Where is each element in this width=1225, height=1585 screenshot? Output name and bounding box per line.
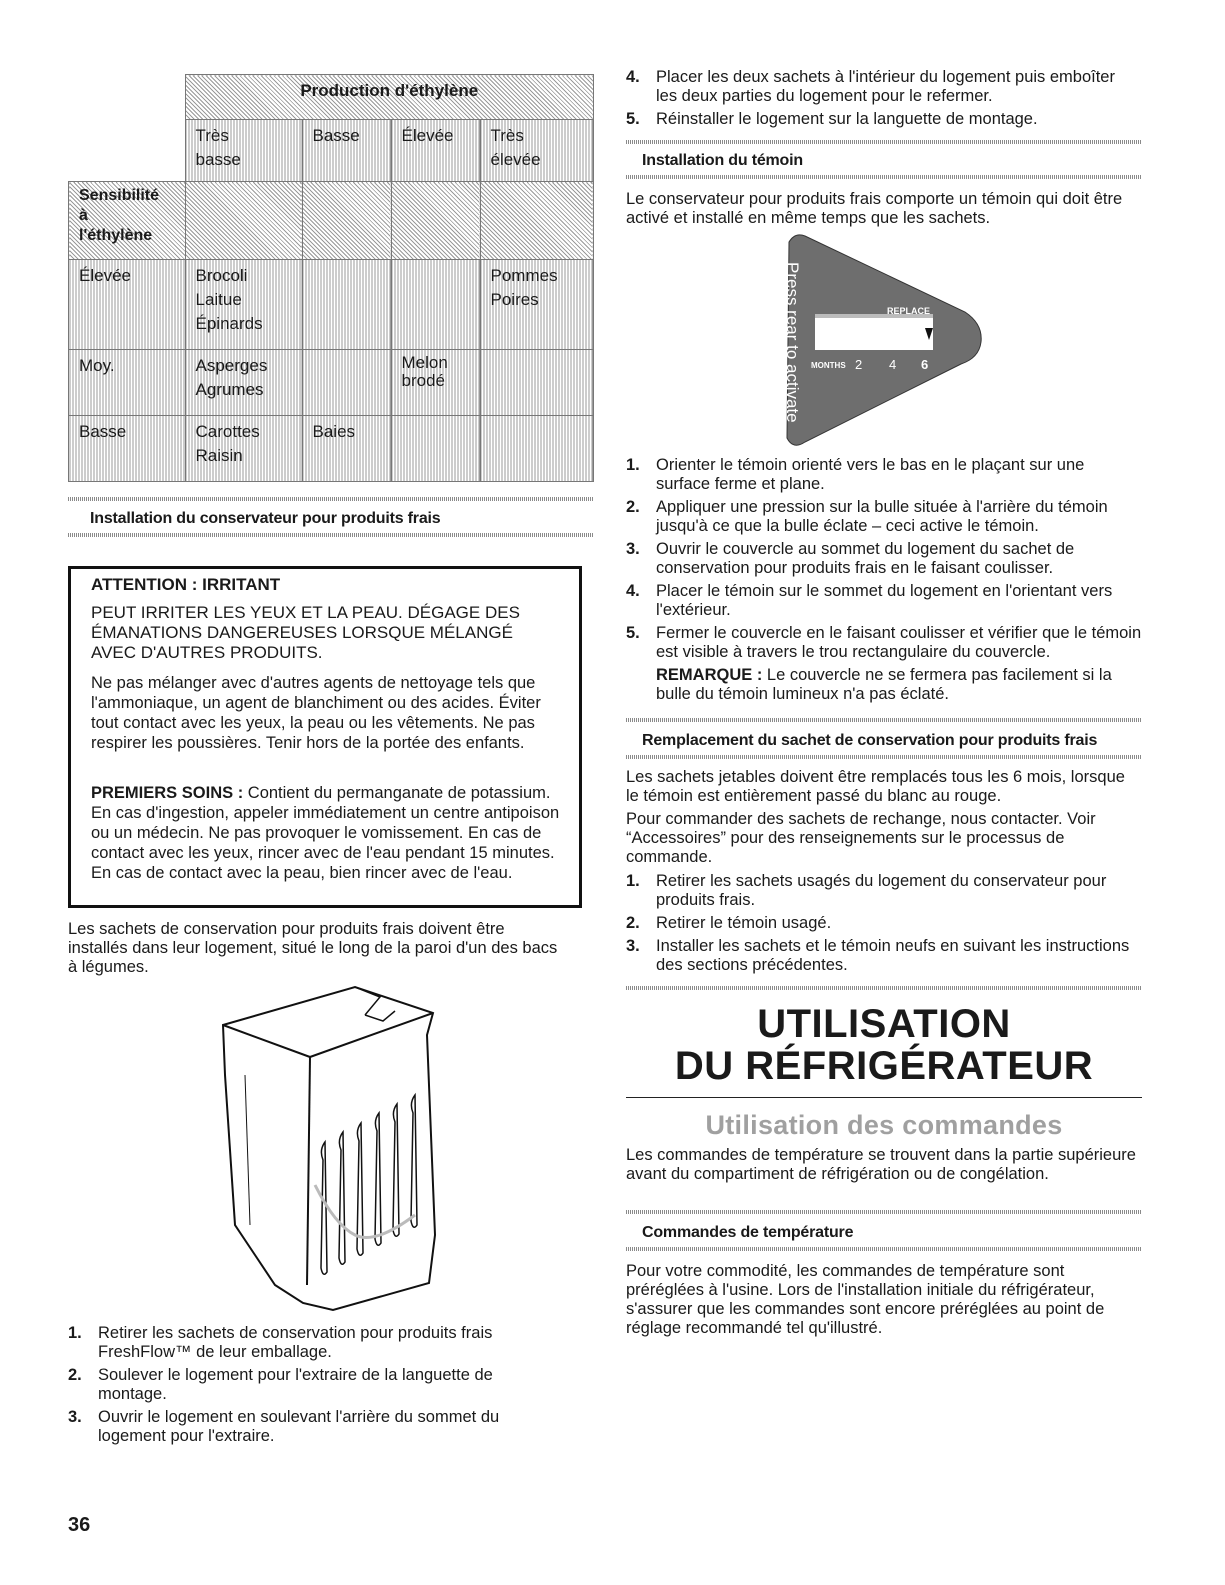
list-item	[626, 456, 1146, 496]
row-label: Moy.	[69, 350, 186, 416]
step-number: 4.	[626, 582, 640, 600]
table-row	[69, 416, 594, 482]
section-title-install: Installation du conservateur pour produits frais	[90, 510, 441, 527]
col-header	[480, 120, 594, 182]
col-header-label: Élevée	[401, 126, 454, 145]
step-number: 4.	[626, 68, 640, 86]
first-aid-label: PREMIERS SOINS :	[91, 784, 244, 802]
table-row	[69, 260, 594, 350]
ethylene-table	[68, 74, 594, 482]
row-label: Élevée	[69, 260, 186, 350]
table-cell	[391, 416, 480, 482]
step-text: Orienter le témoin orienté vers le bas en le plaçant sur une surface ferme et plane.	[656, 456, 1085, 493]
table-cell: Baies	[302, 416, 391, 482]
pouch-housing-illustration	[215, 985, 445, 1315]
col-header	[391, 120, 480, 182]
warning-first-aid	[91, 783, 561, 883]
list-item	[626, 540, 1146, 580]
table-row	[69, 350, 594, 416]
row-label: Basse	[69, 416, 186, 482]
row-header-sensibilite	[69, 182, 186, 260]
section-rule	[68, 497, 594, 501]
table-cell: Pommes Poires	[480, 260, 594, 350]
table-cell: Carottes Raisin	[185, 416, 302, 482]
step-number: 3.	[626, 937, 640, 955]
step-number: 1.	[626, 456, 640, 474]
intro-paragraph: Les sachets de conservation pour produits frais doivent être installés dans leur logement, situé le long de la paroi d'un des bacs à légumes.	[68, 920, 558, 976]
list-item	[626, 110, 1146, 130]
list-item	[626, 914, 1146, 934]
chapter-title-line-2: DU RÉFRIGÉRATEUR	[674, 1044, 1094, 1088]
step-text: Appliquer une pression sur la bulle située à l'arrière du témoin jusqu'à ce que la bulle éclate – ceci active le témoin.	[656, 498, 1108, 535]
indicator-month-4: 4	[889, 357, 897, 372]
table-cell: Brocoli Laitue Épinards	[185, 260, 302, 350]
remarque-note	[656, 666, 1142, 704]
step-number: 2.	[68, 1366, 82, 1384]
indicator-month-2: 2	[855, 357, 863, 372]
step-text: Retirer les sachets de conservation pour produits frais FreshFlow™ de leur emballage.	[98, 1324, 493, 1361]
step-number: 5.	[626, 624, 640, 642]
indicator-replace-label: REPLACE	[887, 306, 931, 316]
section-rule	[626, 718, 1142, 722]
table-cell	[480, 350, 594, 416]
title-divider	[626, 1097, 1142, 1098]
table-cell	[480, 416, 594, 482]
table-cell: Melon brodé	[391, 350, 480, 416]
step-text: Réinstaller le logement sur la languette de montage.	[656, 110, 1038, 128]
list-item	[626, 498, 1146, 538]
list-item	[626, 937, 1146, 977]
step-text: Soulever le logement pour l'extraire de la languette de montage.	[98, 1366, 493, 1403]
step-number: 5.	[626, 110, 640, 128]
indicator-side-text: Press rear to activate	[783, 262, 802, 423]
section-rule	[626, 1210, 1142, 1214]
col-header-label: Très basse	[195, 126, 241, 169]
table-cell	[302, 260, 391, 350]
step-text: Ouvrir le couvercle au sommet du logement du sachet de conservation pour produits frais en le faisant coulisser.	[656, 540, 1075, 577]
list-item	[626, 872, 1146, 912]
table-header-production: Production d'éthylène	[185, 75, 594, 120]
warning-caps: PEUT IRRITER LES YEUX ET LA PEAU. DÉGAGE DES ÉMANATIONS DANGEREUSES LORSQUE MÉLANGÉ AVEC D'AUTRES PRODUITS.	[91, 603, 520, 662]
replace-paragraph-2: Pour commander des sachets de rechange, nous contacter. Voir “Accessoires” pour des renseignements sur le processus de commande.	[626, 810, 1096, 866]
section-rule	[626, 986, 1142, 990]
section-subtitle: Utilisation des commandes	[705, 1110, 1063, 1140]
step-number: 3.	[68, 1408, 82, 1426]
list-item	[68, 1366, 568, 1406]
warning-paragraph: Ne pas mélanger avec d'autres agents de nettoyage tels que l'ammoniaque, un agent de blanchiment ou des acides. Éviter tout contact avec les yeux, la peau ou les vêtements. Ne pas respirer les poussières. Tenir hors de la portée des enfants.	[91, 674, 541, 752]
step-number: 1.	[68, 1324, 82, 1342]
col-header-label: Basse	[312, 126, 360, 145]
warning-title: ATTENTION : IRRITANT	[91, 575, 281, 594]
temp-paragraph: Pour votre commodité, les commandes de température sont préréglées à l'usine. Lors de l'installation initiale du réfrigérateur, s'assurer que les commandes sont encore préréglées au point de réglage recommandé tel qu'illustré.	[626, 1262, 1105, 1337]
section-rule	[68, 533, 594, 537]
table-cell	[302, 350, 391, 416]
section-rule	[626, 140, 1142, 144]
step-text: Retirer les sachets usagés du logement du conservateur pour produits frais.	[656, 872, 1107, 909]
col-header	[185, 120, 302, 182]
page-number: 36	[68, 1514, 91, 1536]
section-rule	[626, 1247, 1142, 1251]
remarque-label: REMARQUE :	[656, 666, 763, 684]
list-item	[626, 624, 1146, 664]
remarque-text: Le couvercle ne se fermera pas facilement si la bulle du témoin lumineux n'a pas éclaté.	[656, 666, 1112, 703]
list-item	[68, 1408, 568, 1448]
commandes-paragraph: Les commandes de température se trouvent dans la partie supérieure avant du compartiment de réfrigération ou de congélation.	[626, 1146, 1136, 1183]
step-text: Ouvrir le logement en soulevant l'arrière du sommet du logement pour l'extraire.	[98, 1408, 500, 1445]
chapter-title-line-1: UTILISATION	[757, 1002, 1011, 1046]
step-text: Installer les sachets et le témoin neufs en suivant les instructions des sections précédentes.	[656, 937, 1130, 974]
section-rule	[626, 175, 1142, 179]
col-header-label: Très élevée	[490, 126, 541, 169]
list-item	[68, 1324, 568, 1364]
freshness-indicator-illustration	[775, 232, 990, 452]
list-item	[626, 582, 1146, 622]
replace-paragraph-1: Les sachets jetables doivent être remplacés tous les 6 mois, lorsque le témoin est entièrement passé du blanc au rouge.	[626, 768, 1125, 805]
step-number: 1.	[626, 872, 640, 890]
section-title-temp: Commandes de température	[642, 1224, 854, 1241]
step-number: 2.	[626, 498, 640, 516]
col-header	[302, 120, 391, 182]
section-title-replace: Remplacement du sachet de conservation pour produits frais	[642, 732, 1098, 749]
list-item	[626, 68, 1146, 108]
warning-box	[68, 566, 582, 908]
step-text: Retirer le témoin usagé.	[656, 914, 832, 932]
section-rule	[626, 755, 1142, 759]
row-header-label: Sensibilité à l'éthylène	[79, 187, 160, 244]
table-cell: Asperges Agrumes	[185, 350, 302, 416]
step-number: 3.	[626, 540, 640, 558]
step-text: Placer les deux sachets à l'intérieur du logement puis emboîter les deux parties du logement pour le refermer.	[656, 68, 1115, 105]
indicator-month-6: 6	[921, 357, 929, 372]
step-number: 2.	[626, 914, 640, 932]
first-aid-text: Contient du permanganate de potassium. En cas d'ingestion, appeler immédiatement un centre antipoison ou un médecin. Ne pas provoquer le vomissement. En cas de contact avec les yeux, rincer avec de l'eau pendant 15 minutes. En cas de contact avec la peau, bien rincer avec de l'eau.	[91, 784, 560, 882]
section-title-temoin: Installation du témoin	[642, 152, 803, 169]
step-text: Placer le témoin sur le sommet du logement en l'orientant vers l'extérieur.	[656, 582, 1113, 619]
table-cell	[391, 260, 480, 350]
indicator-months-label: MONTHS	[811, 361, 846, 370]
step-text: Fermer le couvercle en le faisant coulisser et vérifier que le témoin est visible à travers le trou rectangulaire du couvercle.	[656, 624, 1142, 661]
temoin-intro: Le conservateur pour produits frais comporte un témoin qui doit être activé et installé en même temps que les sachets.	[626, 190, 1123, 227]
